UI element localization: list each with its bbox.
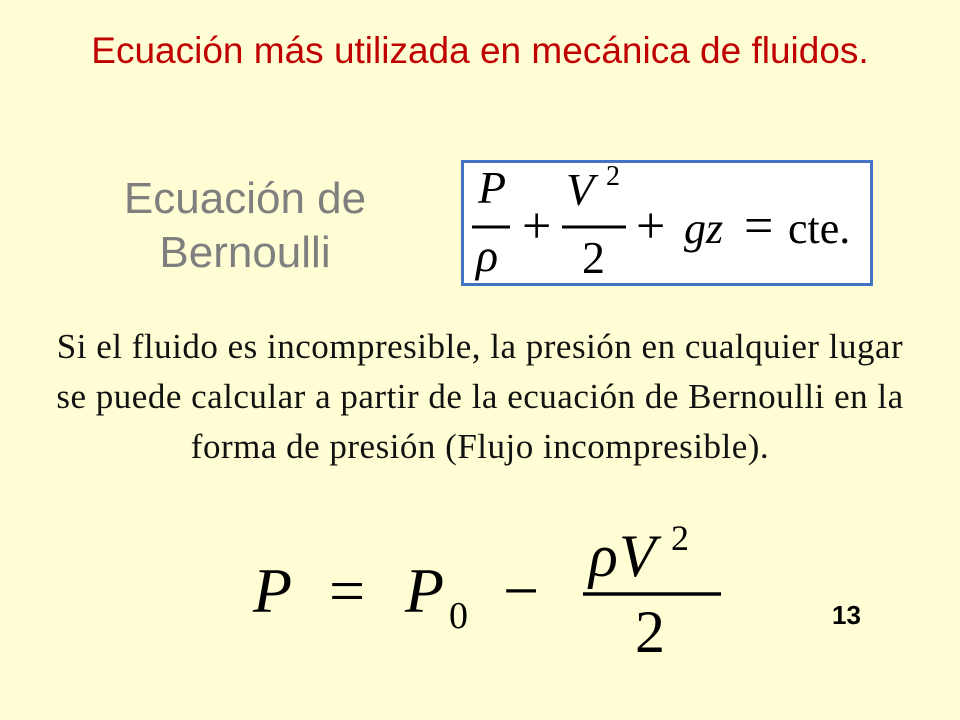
slide-title: Ecuación más utilizada en mecánica de fluidos. (91, 30, 869, 71)
plus-sign-1: + (522, 198, 552, 255)
p0-subscript: 0 (449, 595, 468, 637)
term2-numerator: V (566, 164, 595, 215)
numerator-v: V (619, 523, 656, 589)
denominator: 2 (635, 599, 665, 660)
numerator-exponent: 2 (671, 520, 689, 558)
body-text: Si el fluido es incompresible, la presión en cualquier lugar se puede calcular a partir de la ecuación de Bernoulli en la forma de presión (Flujo incompresible). (56, 327, 904, 466)
pressure-equation (245, 520, 735, 660)
term1-denominator: ρ (476, 230, 499, 281)
equation-label: Ecuación de Bernoulli (123, 174, 367, 277)
minus-sign: − (503, 555, 540, 626)
constant: cte. (788, 204, 851, 253)
page-number: 13 (832, 600, 861, 630)
term3: gz (684, 204, 724, 253)
equals-sign: = (744, 198, 774, 255)
pressure-equals: = (329, 555, 366, 626)
p0-symbol: P (405, 555, 445, 626)
term2-denominator: 2 (582, 232, 605, 283)
pressure-lhs: P (253, 555, 293, 626)
term1-numerator: P (478, 163, 507, 213)
plus-sign-2: + (636, 198, 666, 255)
bernoulli-equation-box (461, 160, 873, 286)
bernoulli-equation (464, 163, 870, 283)
pressure-equation-svg (245, 520, 735, 660)
numerator-rho: ρ (589, 523, 618, 589)
term2-exponent: 2 (606, 163, 620, 192)
